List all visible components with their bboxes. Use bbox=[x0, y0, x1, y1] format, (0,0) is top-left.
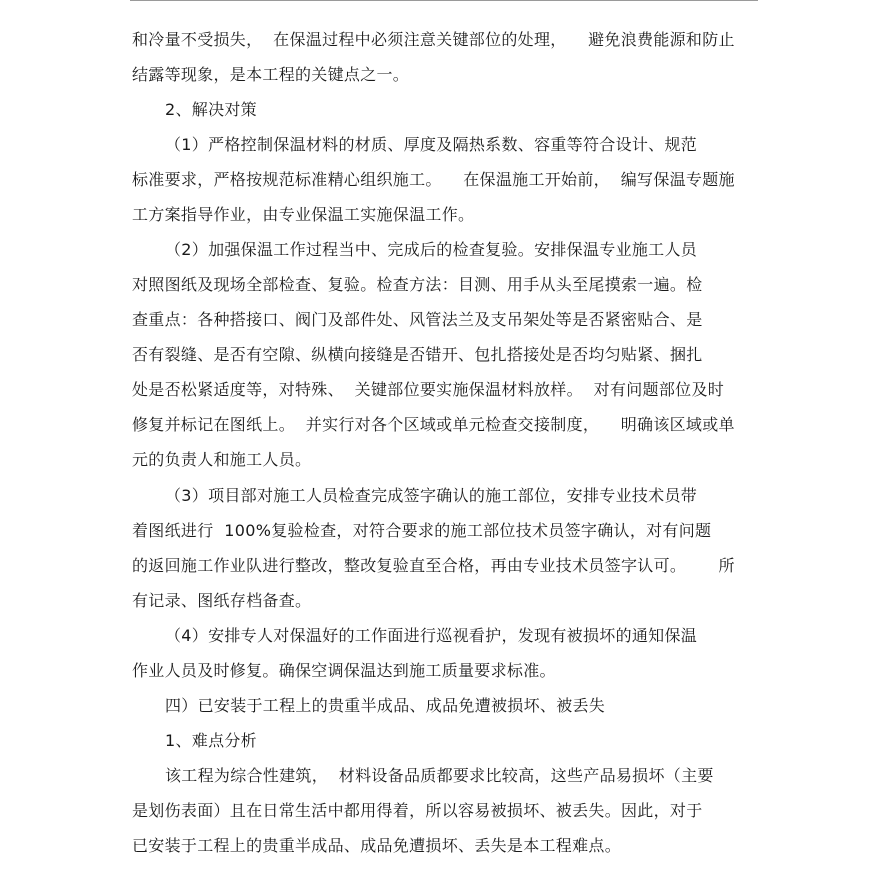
paragraph-line: 对照图纸及现场全部检查、复验。检查方法：目测、用手从头至尾摸索一遍。检 bbox=[132, 275, 703, 294]
paragraph-line: 是划伤表面）且在日常生活中都用得着，所以容易被损坏、被丢失。因此，对于 bbox=[132, 801, 703, 820]
section-heading: 1、难点分析 bbox=[165, 731, 257, 750]
paragraph-line: 作业人员及时修复。确保空调保温达到施工质量要求标准。 bbox=[132, 661, 556, 680]
paragraph-line: 处是否松紧适度等，对特殊、 关键部位要实施保温材料放样。 对有问题部位及时 bbox=[132, 380, 725, 399]
paragraph-line: （3）项目部对施工人员检查完成签字确认的施工部位，安排专业技术员带 bbox=[165, 486, 698, 505]
paragraph-line: 已安装于工程上的贵重半成品、成品免遭损坏、丢失是本工程难点。 bbox=[132, 836, 622, 855]
paragraph-line: 着图纸进行 100%复验检查，对符合要求的施工部位技术员签字确认，对有问题 bbox=[132, 521, 712, 540]
paragraph-line: 的返回施工作业队进行整改，整改复验直至合格，再由专业技术员签字认可。 所 bbox=[132, 556, 735, 575]
section-heading: 四）已安装于工程上的贵重半成品、成品免遭被损坏、被丢失 bbox=[165, 696, 606, 715]
paragraph-line: 修复并标记在图纸上。 并实行对各个区域或单元检查交接制度， 明确该区域或单 bbox=[132, 415, 735, 434]
paragraph-line: 和冷量不受损失， 在保温过程中必须注意关键部位的处理， 避免浪费能源和防止 bbox=[132, 30, 735, 49]
paragraph-line: （1）严格控制保温材料的材质、厚度及隔热系数、容重等符合设计、规范 bbox=[165, 135, 698, 154]
paragraph-line: 该工程为综合性建筑， 材料设备品质都要求比较高，这些产品易损坏（主要 bbox=[165, 766, 714, 785]
paragraph-line: 否有裂缝、是否有空隙、纵横向接缝是否错开、包扎搭接处是否均匀贴紧、捆扎 bbox=[132, 345, 703, 364]
page-top-rule bbox=[130, 0, 758, 1]
paragraph-line: （2）加强保温工作过程当中、完成后的检查复验。安排保温专业施工人员 bbox=[165, 240, 698, 259]
paragraph-line: （4）安排专人对保温好的工作面进行巡视看护，发现有被损坏的通知保温 bbox=[165, 626, 698, 645]
paragraph-line: 元的负责人和施工人员。 bbox=[132, 450, 312, 469]
paragraph-line: 结露等现象，是本工程的关键点之一。 bbox=[132, 65, 410, 84]
section-heading: 2、解决对策 bbox=[165, 100, 257, 119]
paragraph-line: 工方案指导作业，由专业保温工实施保温工作。 bbox=[132, 205, 475, 224]
paragraph-line: 标准要求，严格按规范标准精心组织施工。 在保温施工开始前， 编写保温专题施 bbox=[132, 170, 735, 189]
paragraph-line: 有记录、图纸存档备查。 bbox=[132, 591, 312, 610]
paragraph-line: 查重点：各种搭接口、阀门及部件处、风管法兰及支吊架处等是否紧密贴合、是 bbox=[132, 310, 703, 329]
